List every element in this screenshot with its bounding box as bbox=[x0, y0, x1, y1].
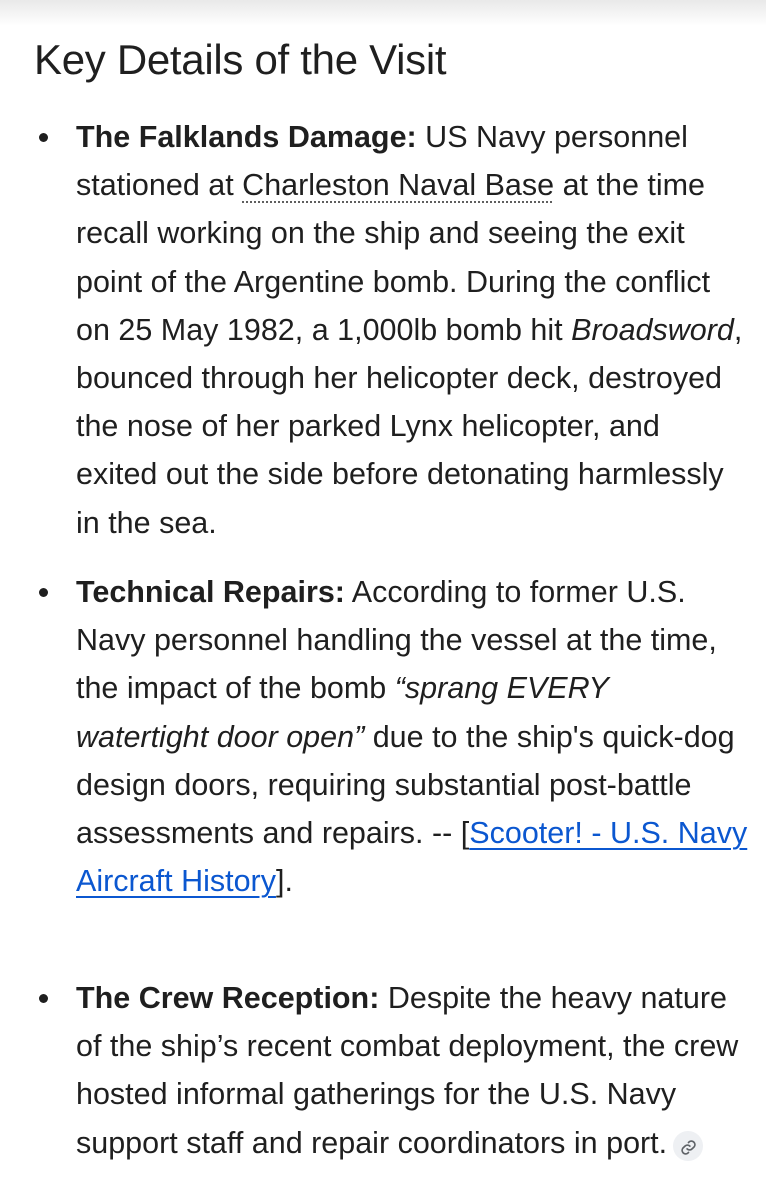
bullet-text: According to former U.S. Navy personnel handling the vessel at the time, the impact of the bomb bbox=[76, 575, 717, 706]
link-icon[interactable] bbox=[673, 1131, 703, 1161]
top-fade bbox=[0, 0, 766, 26]
list-item-falklands-damage bbox=[76, 113, 748, 547]
term-link-charleston[interactable]: Charleston Naval Base bbox=[242, 168, 555, 203]
bullet-text: US Navy personnel stationed at bbox=[76, 120, 688, 203]
bullet-lead: The Crew Reception: bbox=[76, 981, 380, 1015]
ship-name: Broadsword bbox=[571, 312, 734, 347]
bullet-text: ]. bbox=[275, 864, 293, 899]
section-heading: Key Details of the Visit bbox=[34, 36, 447, 83]
bullet-text: , bounced through her helicopter deck, destroyed the nose of her parked Lynx helicopter, and exited out the side before detonating harmlessly in the sea. bbox=[76, 312, 743, 540]
quote-text: “sprang EVERY watertight door open” bbox=[76, 671, 609, 754]
source-link-scooter[interactable]: Scooter! - U.S. Navy Aircraft History bbox=[76, 816, 748, 899]
bullet-text: Despite the heavy nature of the ship’s recent combat deployment, the crew hosted informal gatherings for the U.S. Navy support staff and repair coordinators in port. bbox=[76, 981, 739, 1160]
bullet-text: due to the ship's quick-dog design doors, requiring substantial post-battle assessments and repairs. -- [ bbox=[76, 719, 735, 851]
list-item-technical-repairs bbox=[76, 568, 748, 905]
list-item-crew-reception bbox=[76, 974, 748, 1167]
bullet-lead: Technical Repairs: bbox=[76, 575, 345, 609]
bullet-lead: The Falklands Damage: bbox=[76, 120, 417, 154]
bullet-text: at the time recall working on the ship and seeing the exit point of the Argentine bomb. During the conflict on 25 May 1982, a 1,000lb bomb hit bbox=[76, 168, 711, 347]
